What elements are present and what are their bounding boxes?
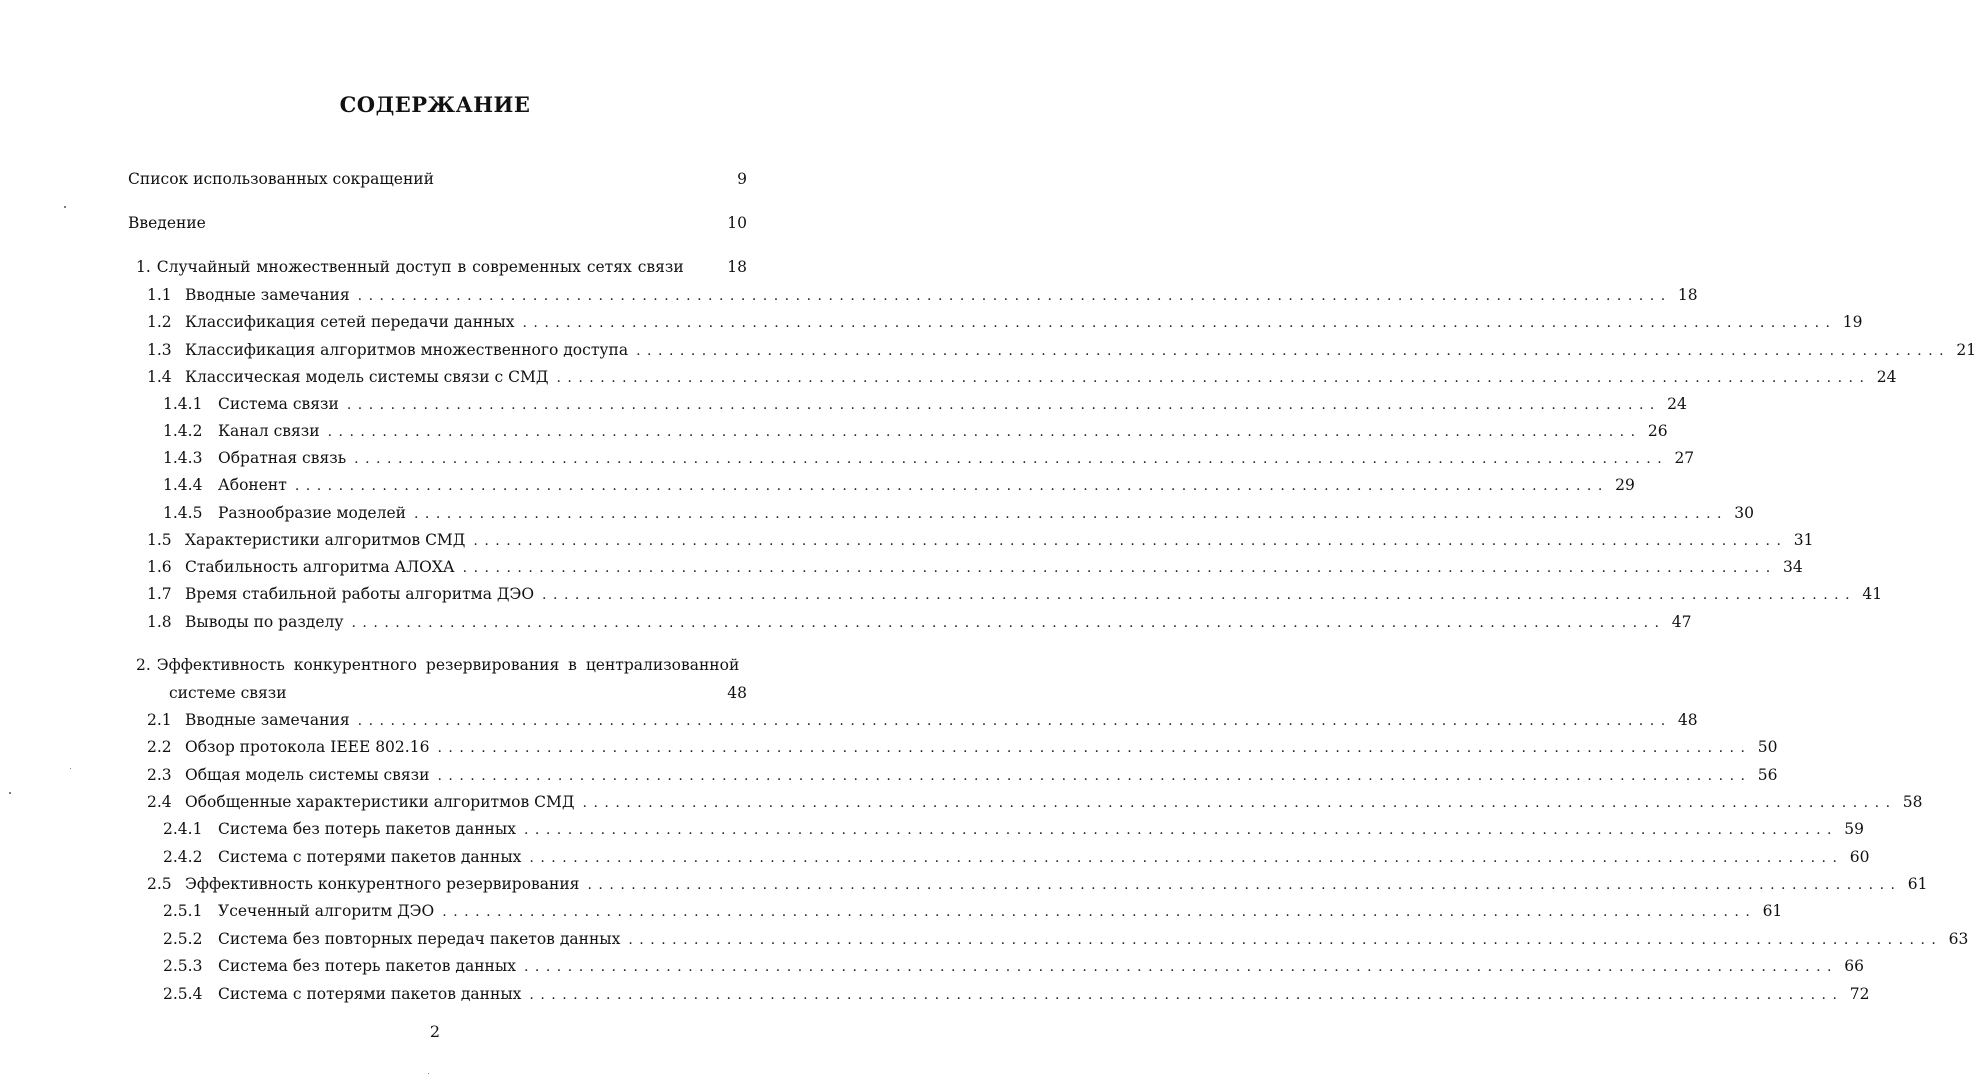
toc-page-number: 31 — [1793, 531, 1814, 549]
toc-entry-label: Система с потерями пакетов данных — [218, 848, 522, 866]
toc-section-entry[interactable] — [147, 529, 1814, 551]
scan-speck — [64, 206, 66, 208]
toc-section-entry[interactable] — [147, 311, 1863, 333]
dot-leader: ........................................................................................................................ — [522, 315, 1837, 331]
toc-entry-label: Система с потерями пакетов данных — [218, 985, 522, 1003]
toc-section-entry[interactable] — [147, 791, 1923, 813]
toc-page-number: 50 — [1757, 738, 1778, 756]
toc-page-number: 59 — [1844, 820, 1864, 838]
dot-leader: ........................................................................................................................ — [636, 343, 1951, 359]
toc-chapter-entry-continued[interactable] — [169, 682, 747, 704]
toc-entry-label: Случайный множественный доступ в современных сетях связи — [156, 258, 684, 276]
toc-page-number: 27 — [1674, 449, 1695, 467]
toc-section-entry[interactable] — [147, 709, 1698, 731]
toc-page-number: 29 — [1615, 476, 1635, 494]
toc-entry-label: Эффективность конкурентного резервирования в централизованной — [156, 656, 740, 674]
toc-section-entry[interactable] — [147, 556, 1803, 578]
toc-entry-number: 1.4.2 — [163, 422, 203, 440]
toc-page-number: 41 — [1862, 585, 1883, 603]
scan-speck — [9, 792, 11, 794]
toc-entry-label: Вводные замечания — [185, 711, 350, 729]
dot-leader: ........................................................................................................................ — [523, 959, 1838, 975]
toc-section-entry[interactable] — [147, 366, 1897, 388]
toc-page-number: 56 — [1757, 766, 1778, 784]
toc-page-number: 10 — [727, 214, 747, 232]
toc-entry-number: 2.2 — [147, 738, 172, 756]
toc-page-number: 48 — [1677, 711, 1698, 729]
toc-entry-number: 2. — [136, 656, 151, 674]
dot-leader: ........................................................................................................................ — [529, 850, 1844, 866]
toc-page-number: 24 — [1667, 395, 1687, 413]
toc-entry-label: Классификация алгоритмов множественного доступа — [185, 341, 629, 359]
toc-section-entry[interactable] — [147, 873, 1928, 895]
toc-entry-number: 1.4.3 — [163, 449, 203, 467]
toc-section-entry[interactable] — [147, 339, 1976, 361]
toc-entry-number: 1.4.1 — [163, 395, 203, 413]
toc-entry-label: Усеченный алгоритм ДЭО — [218, 902, 435, 920]
dot-leader: ........................................................................................................................ — [462, 560, 1777, 576]
dot-leader: ........................................................................................................................ — [357, 288, 1672, 304]
toc-entry-label: Эффективность конкурентного резервирования — [185, 875, 580, 893]
toc-page-number: 18 — [727, 258, 747, 276]
toc-subsection-entry[interactable] — [163, 955, 1864, 977]
toc-entry-label: Абонент — [218, 476, 287, 494]
dot-leader: ........................................................................................................................ — [413, 506, 1728, 522]
toc-subsection-entry[interactable] — [163, 474, 1635, 496]
toc-chapter-entry[interactable] — [136, 256, 747, 278]
dot-leader: ........................................................................................................................ — [582, 795, 1897, 811]
toc-section-entry[interactable] — [147, 611, 1692, 633]
toc-entry-label: Классическая модель системы связи с СМД — [185, 368, 549, 386]
toc-entry-number: 1.4.5 — [163, 504, 203, 522]
toc-section-entry[interactable] — [147, 764, 1778, 786]
toc-entry-number: 2.3 — [147, 766, 172, 784]
toc-page-number: 48 — [727, 684, 747, 702]
toc-page-number: 58 — [1902, 793, 1923, 811]
toc-page-number: 30 — [1734, 504, 1754, 522]
toc-subsection-entry[interactable] — [163, 846, 1870, 868]
toc-entry-label: Обратная связь — [218, 449, 347, 467]
toc-subsection-entry[interactable] — [163, 900, 1783, 922]
toc-page-number: 61 — [1762, 902, 1783, 920]
toc-subsection-entry[interactable] — [163, 983, 1870, 1005]
toc-entry[interactable] — [128, 168, 747, 190]
toc-page-number: 21 — [1956, 341, 1976, 359]
toc-entry-number: 2.5.4 — [163, 985, 203, 1003]
toc-page-number: 9 — [737, 170, 747, 188]
toc-section-entry[interactable] — [147, 736, 1778, 758]
toc-entry-number: 2.5.1 — [163, 902, 203, 920]
toc-page-number: 18 — [1677, 286, 1698, 304]
toc-entry-number: 2.4.2 — [163, 848, 203, 866]
toc-entry-number: 1. — [136, 258, 151, 276]
toc-entry-number: 2.4.1 — [163, 820, 203, 838]
toc-page-number: 61 — [1907, 875, 1928, 893]
scan-speck — [428, 1073, 429, 1074]
toc-page-number: 26 — [1647, 422, 1668, 440]
toc-page-number: 34 — [1782, 558, 1803, 576]
toc-entry-label: Канал связи — [218, 422, 320, 440]
toc-entry-number: 1.1 — [147, 286, 172, 304]
toc-entry-label: Система без потерь пакетов данных — [218, 957, 516, 975]
toc-subsection-entry[interactable] — [163, 420, 1668, 442]
toc-entry-number: 1.5 — [147, 531, 172, 549]
toc-page-number: 66 — [1844, 957, 1864, 975]
toc-chapter-entry[interactable] — [136, 654, 747, 676]
toc-entry-label: Список использованных сокращений — [128, 170, 434, 188]
toc-page-number: 47 — [1671, 613, 1692, 631]
dot-leader: ........................................................................................................................ — [327, 424, 1642, 440]
toc-entry-label: Система без повторных передач пакетов данных — [218, 930, 621, 948]
toc-entry-label: Выводы по разделу — [185, 613, 344, 631]
dot-leader: ........................................................................................................................ — [473, 533, 1788, 549]
toc-page-number: 19 — [1842, 313, 1863, 331]
toc-entry-number: 1.8 — [147, 613, 172, 631]
toc-entry-label: Разнообразие моделей — [218, 504, 406, 522]
dot-leader: ........................................................................................................................ — [294, 478, 1609, 494]
toc-entry-number: 2.5.3 — [163, 957, 203, 975]
toc-section-entry[interactable] — [147, 284, 1698, 306]
toc-entry-number: 1.4.4 — [163, 476, 203, 494]
toc-entry-label: Время стабильной работы алгоритма ДЭО — [185, 585, 535, 603]
toc-subsection-entry[interactable] — [163, 818, 1864, 840]
toc-page-number: 24 — [1876, 368, 1897, 386]
toc-subsection-entry[interactable] — [163, 928, 1969, 950]
toc-page-number: 63 — [1948, 930, 1969, 948]
toc-entry-label: Обобщенные характеристики алгоритмов СМД — [185, 793, 575, 811]
toc-entry-number: 1.3 — [147, 341, 172, 359]
toc-section-entry[interactable] — [147, 583, 1883, 605]
dot-leader: ........................................................................................................................ — [556, 370, 1871, 386]
page-number: 2 — [429, 1022, 441, 1041]
toc-entry-number: 1.7 — [147, 585, 172, 603]
toc-subsection-entry[interactable] — [163, 447, 1695, 469]
scan-speck — [70, 768, 71, 769]
toc-entry-number: 2.5.2 — [163, 930, 203, 948]
toc-entry[interactable] — [128, 212, 747, 234]
dot-leader: ........................................................................................................................ — [351, 615, 1666, 631]
dot-leader: ........................................................................................................................ — [587, 877, 1902, 893]
dot-leader: ........................................................................................................................ — [437, 768, 1752, 784]
toc-entry-label: Система без потерь пакетов данных — [218, 820, 516, 838]
toc-entry-number: 2.5 — [147, 875, 172, 893]
toc-entry-number: 1.4 — [147, 368, 172, 386]
toc-entry-label: Обзор протокола IEEE 802.16 — [185, 738, 430, 756]
toc-entry-number: 1.6 — [147, 558, 172, 576]
toc-entry-label: Введение — [128, 214, 206, 232]
dot-leader: ........................................................................................................................ — [354, 451, 1669, 467]
table-of-contents — [128, 0, 1976, 1087]
toc-entry-label: Стабильность алгоритма АЛОХА — [185, 558, 455, 576]
toc-entry-number: 2.1 — [147, 711, 172, 729]
dot-leader: ........................................................................................................................ — [628, 932, 1943, 948]
dot-leader: ........................................................................................................................ — [529, 987, 1844, 1003]
toc-entry-number: 2.4 — [147, 793, 172, 811]
toc-entry-number: 1.2 — [147, 313, 172, 331]
page-title: СОДЕРЖАНИЕ — [339, 92, 531, 117]
toc-subsection-entry[interactable] — [163, 393, 1687, 415]
dot-leader: ........................................................................................................................ — [357, 713, 1672, 729]
dot-leader: ........................................................................................................................ — [523, 822, 1838, 838]
toc-entry-label: Общая модель системы связи — [185, 766, 430, 784]
dot-leader: ........................................................................................................................ — [437, 740, 1752, 756]
toc-entry-label: Вводные замечания — [185, 286, 350, 304]
dot-leader: ........................................................................................................................ — [442, 904, 1757, 920]
toc-entry-label: Характеристики алгоритмов СМД — [185, 531, 466, 549]
toc-entry-label: Система связи — [218, 395, 339, 413]
toc-entry-label: системе связи — [169, 684, 287, 702]
dot-leader: ........................................................................................................................ — [542, 587, 1857, 603]
toc-page-number: 72 — [1849, 985, 1870, 1003]
dot-leader: ........................................................................................................................ — [346, 397, 1661, 413]
toc-subsection-entry[interactable] — [163, 502, 1754, 524]
toc-page-number: 60 — [1849, 848, 1870, 866]
toc-entry-label: Классификация сетей передачи данных — [185, 313, 515, 331]
